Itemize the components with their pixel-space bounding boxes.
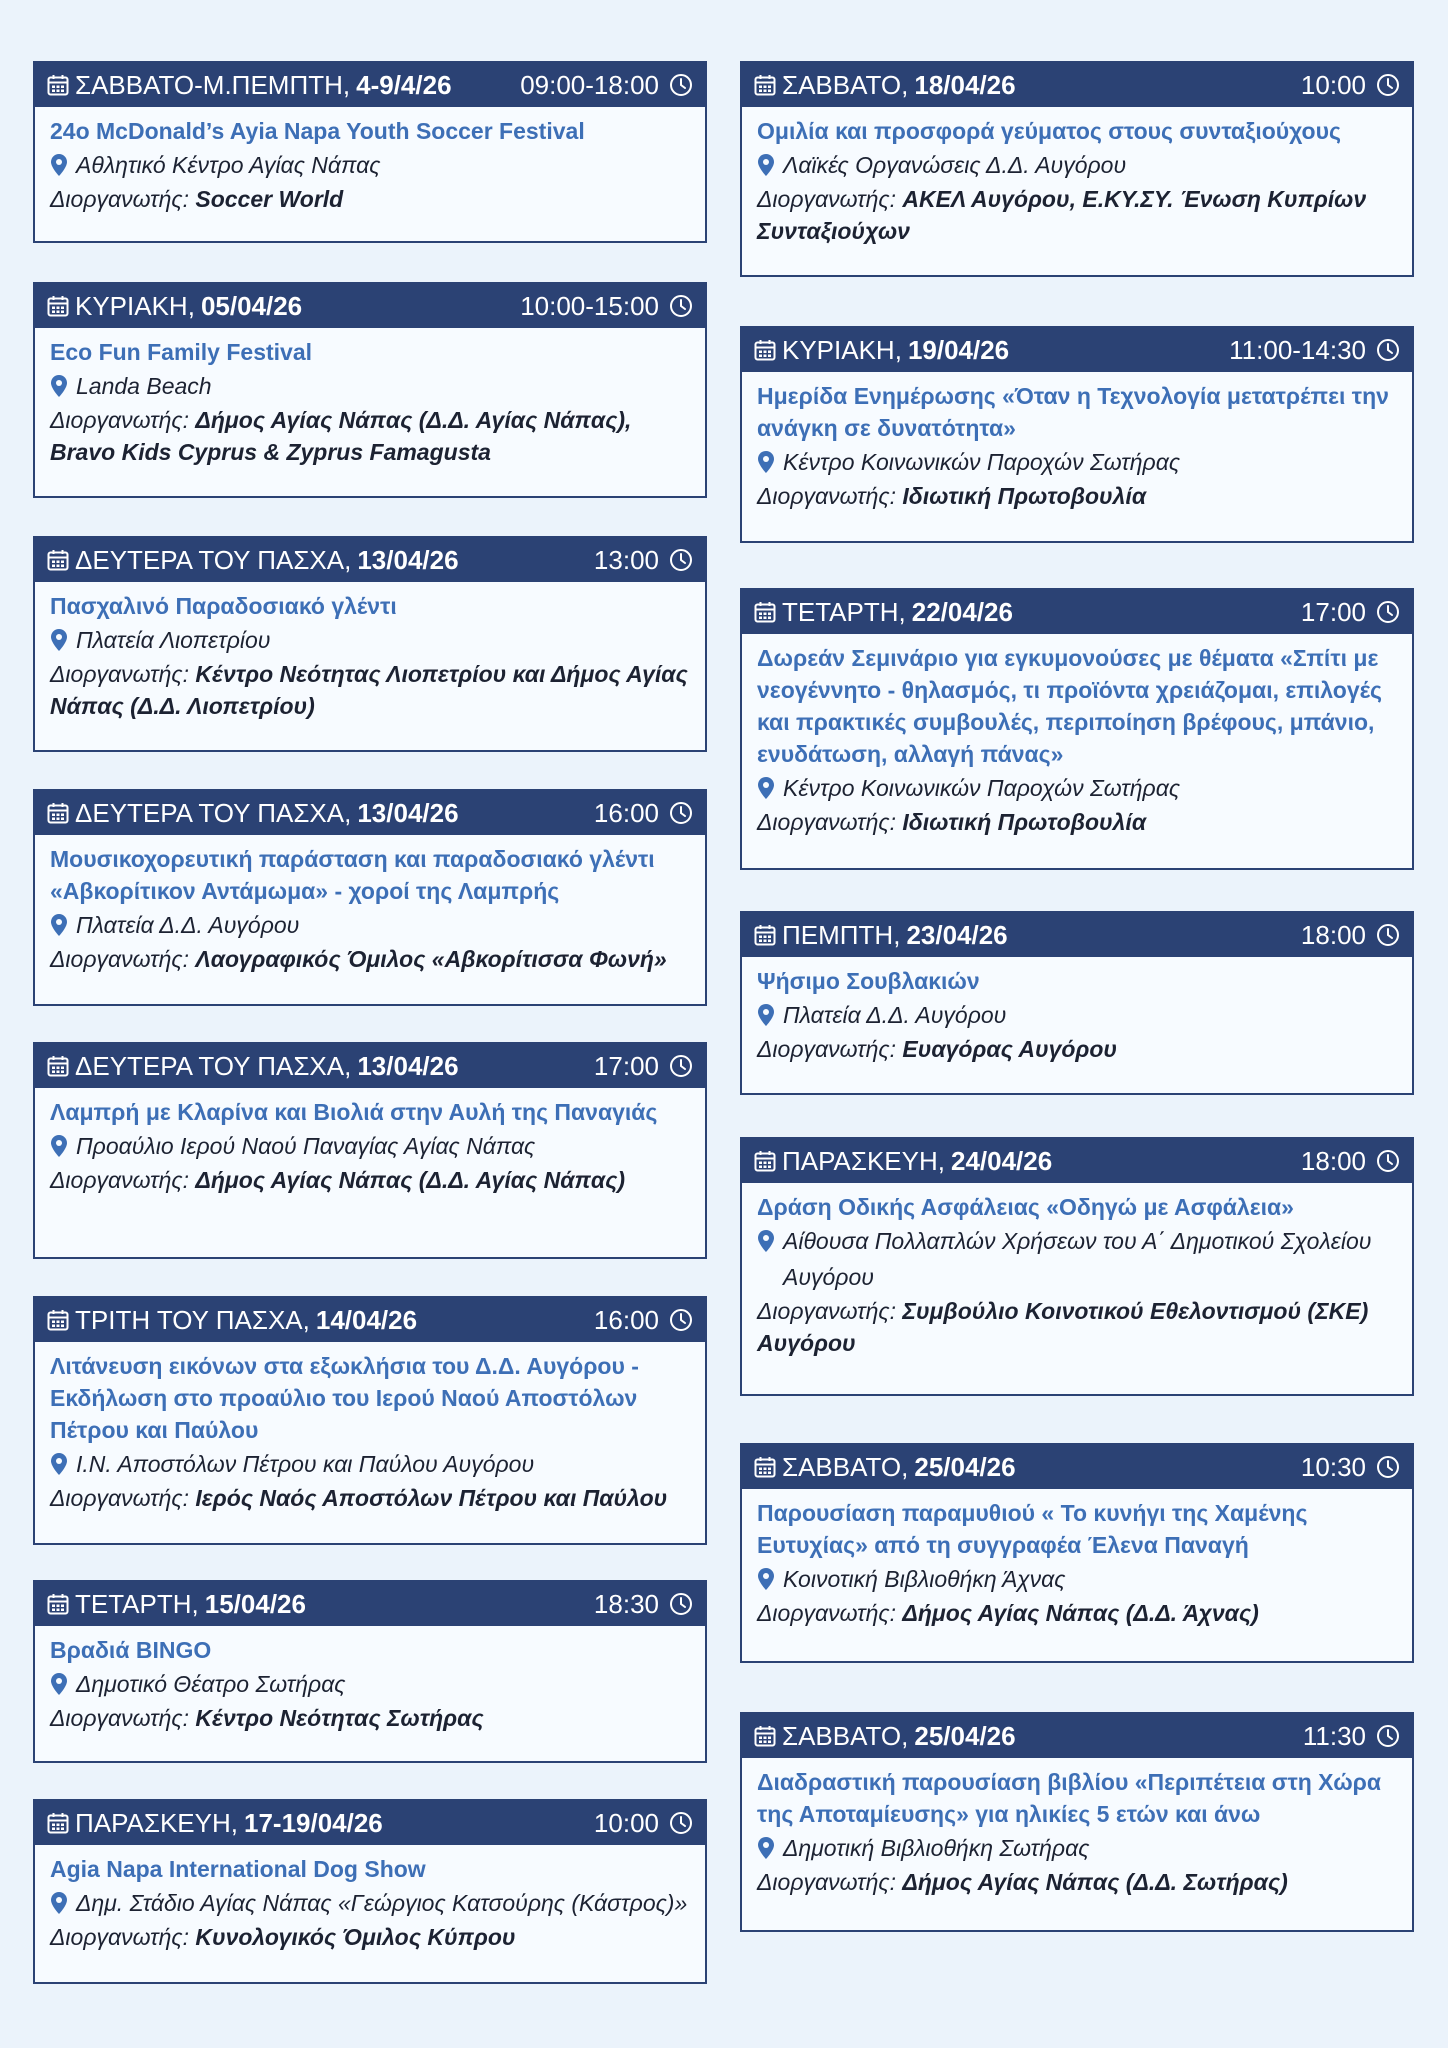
event-title: Λιτάνευση εικόνων στα εξωκλήσια του Δ.Δ. Αυγόρου - Εκδήλωση στο προαύλιο του Ιερού Ναού Αποστόλων Πέτρου και Παύλου	[50, 1353, 639, 1443]
calendar-icon	[47, 1055, 69, 1077]
organizer-label: Διοργανωτής:	[757, 186, 896, 212]
clock-icon	[1376, 1724, 1400, 1748]
event-title: Διαδραστική παρουσίαση βιβλίου «Περιπέτεια στη Χώρα της Αποταμίευσης» για ηλικίες 5 ετών και άνω	[757, 1769, 1382, 1827]
calendar-icon	[47, 802, 69, 824]
event-card	[740, 1137, 1414, 1396]
event-title: Ημερίδα Ενημέρωσης «Όταν η Τεχνολογία μετατρέπει την ανάγκη σε δυνατότητα»	[757, 383, 1389, 441]
organizer-label: Διοργανωτής:	[757, 1298, 896, 1324]
event-time: 18:30	[593, 1588, 659, 1619]
clock-icon	[1376, 600, 1400, 624]
event-date: 25/04/26	[914, 1451, 1016, 1482]
event-time: 18:00	[1300, 1145, 1366, 1176]
event-date: 05/04/26	[200, 290, 303, 321]
event-body	[35, 835, 705, 985]
organizer-label: Διοργανωτής:	[50, 946, 189, 972]
event-organizer	[50, 1921, 690, 1953]
location-pin-icon	[757, 1567, 775, 1591]
organizer-name: Δήμος Αγίας Νάπας (Δ.Δ. Αγίας Νάπας)	[195, 1167, 626, 1193]
event-date: 13/04/26	[357, 1050, 459, 1081]
event-time: 17:00	[593, 1050, 659, 1081]
clock-icon	[669, 1308, 693, 1332]
event-header	[35, 1801, 705, 1845]
location-pin-icon	[50, 374, 68, 398]
event-organizer	[757, 1295, 1397, 1359]
organizer-name: Συμβούλιο Κοινοτικού Εθελοντισμού (ΣΚΕ) Αυγόρου	[757, 1298, 1369, 1356]
calendar-icon	[47, 74, 69, 96]
event-location-text: Κέντρο Κοινωνικών Παροχών Σωτήρας	[783, 775, 1181, 801]
location-pin-icon	[50, 153, 68, 177]
event-title: Δωρεάν Σεμινάριο για εγκυμονούσες με θέματα «Σπίτι με νεογέννητο - θηλασμός, τι προϊόντα χρειάζομαι, επιλογές και πρακτικές συμβουλές, περιποίηση βρέφους, μπάνιο, ενυδάτωση, αλλαγή πάνας»	[757, 645, 1382, 767]
clock-icon	[669, 1054, 693, 1078]
clock-icon	[669, 294, 693, 318]
event-body	[742, 634, 1412, 848]
calendar-icon	[47, 1309, 69, 1331]
event-card	[33, 282, 707, 498]
event-body	[35, 1342, 705, 1524]
event-card	[740, 1443, 1414, 1663]
event-time: 18:00	[1300, 919, 1366, 950]
event-body	[742, 957, 1412, 1075]
event-body	[35, 1845, 705, 1963]
event-time: 10:00	[1300, 69, 1366, 100]
event-header	[35, 1582, 705, 1626]
event-body	[742, 1183, 1412, 1369]
event-date: 13/04/26	[357, 544, 459, 575]
event-title: Ομιλία και προσφορά γεύματος στους συνταξιούχους	[757, 118, 1341, 144]
event-date: 13/04/26	[357, 797, 459, 828]
event-location	[757, 1830, 1397, 1866]
event-day: ΤΡΙΤΗ ΤΟΥ ΠΑΣΧΑ,	[75, 1304, 310, 1335]
event-location	[757, 1561, 1397, 1597]
event-location-text: Δημοτική Βιβλιοθήκη Σωτήρας	[783, 1835, 1090, 1861]
event-location-text: Κέντρο Κοινωνικών Παροχών Σωτήρας	[783, 449, 1181, 475]
event-location-text: Προαύλιο Ιερού Ναού Παναγίας Αγίας Νάπας	[76, 1133, 536, 1159]
organizer-label: Διοργανωτής:	[757, 809, 896, 835]
clock-icon	[669, 801, 693, 825]
event-organizer	[50, 1164, 690, 1196]
location-pin-icon	[50, 1891, 68, 1915]
organizer-label: Διοργανωτής:	[50, 1705, 189, 1731]
event-date: 19/04/26	[907, 334, 1010, 365]
event-date: 14/04/26	[315, 1304, 418, 1335]
calendar-icon	[47, 1812, 69, 1834]
organizer-label: Διοργανωτής:	[50, 1924, 189, 1950]
event-title: 24ο McDonald’s Ayia Napa Youth Soccer Festival	[50, 118, 585, 144]
location-pin-icon	[757, 1003, 775, 1027]
clock-icon	[669, 1811, 693, 1835]
event-date: 18/04/26	[914, 69, 1016, 100]
event-body	[35, 1088, 705, 1206]
event-location	[50, 1666, 690, 1702]
event-card	[740, 61, 1414, 277]
event-header	[35, 1298, 705, 1342]
event-location	[757, 147, 1397, 183]
location-pin-icon	[50, 1134, 68, 1158]
organizer-name: Λαογραφικός Όμιλος «Αβκορίτισσα Φωνή»	[195, 946, 667, 972]
event-body	[35, 107, 705, 225]
event-time: 16:00	[593, 797, 659, 828]
event-time: 17:00	[1300, 596, 1366, 627]
event-title: Μουσικοχορευτική παράσταση και παραδοσιακό γλέντι «Αβκορίτικον Αντάμωμα» - χοροί της Λαμπρής	[50, 846, 655, 904]
clock-icon	[1376, 1149, 1400, 1173]
event-card	[33, 1296, 707, 1545]
organizer-label: Διοργανωτής:	[50, 1167, 189, 1193]
event-location-text: Landa Beach	[76, 373, 212, 399]
event-header	[35, 1044, 705, 1088]
event-time: 13:00	[593, 544, 659, 575]
event-body	[742, 1489, 1412, 1639]
event-day: ΣΑΒΒΑΤΟ,	[782, 1451, 909, 1482]
event-location	[50, 907, 690, 943]
event-day: ΔΕΥΤΕΡΑ ΤΟΥ ΠΑΣΧΑ,	[75, 797, 352, 828]
organizer-label: Διοργανωτής:	[757, 1036, 896, 1062]
event-card	[740, 911, 1414, 1095]
event-organizer	[757, 1866, 1397, 1898]
event-card	[33, 61, 707, 243]
event-organizer	[50, 404, 690, 468]
event-location-text: Κοινοτική Βιβλιοθήκη Άχνας	[783, 1566, 1066, 1592]
location-pin-icon	[50, 1672, 68, 1696]
event-organizer	[757, 1597, 1397, 1629]
event-body	[35, 582, 705, 732]
clock-icon	[669, 548, 693, 572]
event-header	[742, 1445, 1412, 1489]
event-time: 11:00-14:30	[1229, 334, 1366, 365]
location-pin-icon	[50, 913, 68, 937]
clock-icon	[1376, 338, 1400, 362]
clock-icon	[1376, 73, 1400, 97]
location-pin-icon	[50, 628, 68, 652]
event-header	[742, 1714, 1412, 1758]
event-date: 17-19/04/26	[243, 1807, 383, 1838]
event-body	[742, 107, 1412, 257]
event-card	[33, 789, 707, 1006]
event-day: ΠΕΜΠΤΗ,	[782, 919, 901, 950]
event-location	[50, 1128, 690, 1164]
event-date: 15/04/26	[204, 1588, 306, 1619]
event-location	[757, 444, 1397, 480]
organizer-name: Δήμος Αγίας Νάπας (Δ.Δ. Άχνας)	[902, 1600, 1259, 1626]
event-day: ΣΑΒΒΑΤΟ,	[782, 1720, 909, 1751]
event-location-text: Πλατεία Δ.Δ. Αυγόρου	[76, 912, 300, 938]
event-card	[740, 588, 1414, 870]
event-day: ΚΥΡΙΑΚΗ,	[75, 290, 195, 321]
organizer-name: Ευαγόρας Αυγόρου	[902, 1036, 1118, 1062]
event-header	[742, 913, 1412, 957]
calendar-icon	[754, 924, 776, 946]
event-card	[33, 1580, 707, 1763]
event-day: ΤΕΤΑΡΤΗ,	[782, 596, 906, 627]
event-organizer	[757, 183, 1397, 247]
event-day: ΣΑΒΒΑΤΟ-Μ.ΠΕΜΠΤΗ,	[75, 69, 351, 100]
calendar-icon	[754, 1456, 776, 1478]
event-header	[35, 538, 705, 582]
event-header	[742, 1139, 1412, 1183]
event-header	[35, 284, 705, 328]
organizer-label: Διοργανωτής:	[50, 407, 189, 433]
clock-icon	[669, 73, 693, 97]
organizer-name: Ιερός Ναός Αποστόλων Πέτρου και Παύλου	[195, 1485, 668, 1511]
event-organizer	[50, 1702, 690, 1734]
event-title: Agia Napa International Dog Show	[50, 1856, 426, 1882]
event-day: ΠΑΡΑΣΚΕΥΗ,	[782, 1145, 945, 1176]
event-card	[33, 536, 707, 752]
event-time: 10:00	[593, 1807, 659, 1838]
event-organizer	[757, 480, 1397, 512]
event-time: 10:00-15:00	[520, 290, 659, 321]
event-location	[757, 770, 1397, 806]
event-title: Παρουσίαση παραμυθιού « Το κυνήγι της Χαμένης Ευτυχίας» από τη συγγραφέα Έλενα Παναγή	[757, 1500, 1308, 1558]
clock-icon	[1376, 923, 1400, 947]
organizer-label: Διοργανωτής:	[50, 1485, 189, 1511]
organizer-name: Ιδιωτική Πρωτοβουλία	[902, 809, 1147, 835]
organizer-name: Κυνολογικός Όμιλος Κύπρου	[195, 1924, 516, 1950]
calendar-icon	[47, 549, 69, 571]
event-date: 24/04/26	[950, 1145, 1053, 1176]
event-header	[742, 590, 1412, 634]
organizer-name: Δήμος Αγίας Νάπας (Δ.Δ. Σωτήρας)	[902, 1869, 1288, 1895]
event-organizer	[50, 183, 690, 215]
event-location-text: Πλατεία Δ.Δ. Αυγόρου	[783, 1002, 1007, 1028]
event-card	[33, 1799, 707, 1984]
event-body	[35, 328, 705, 478]
event-day: ΔΕΥΤΕΡΑ ΤΟΥ ΠΑΣΧΑ,	[75, 1050, 352, 1081]
location-pin-icon	[757, 1229, 775, 1253]
event-organizer	[757, 806, 1397, 838]
event-header	[742, 63, 1412, 107]
calendar-icon	[754, 339, 776, 361]
event-time: 10:30	[1300, 1451, 1366, 1482]
event-time: 16:00	[593, 1304, 659, 1335]
event-location-text: Πλατεία Λιοπετρίου	[76, 627, 271, 653]
event-location-text: Αθλητικό Κέντρο Αγίας Νάπας	[76, 152, 381, 178]
location-pin-icon	[757, 450, 775, 474]
event-organizer	[757, 1033, 1397, 1065]
event-title: Ψήσιμο Σουβλακιών	[757, 968, 980, 994]
event-body	[35, 1626, 705, 1744]
organizer-name: ΑΚΕΛ Αυγόρου, Ε.ΚΥ.ΣΥ. Ένωση Κυπρίων Συνταξιούχων	[757, 186, 1367, 244]
event-body	[742, 1758, 1412, 1908]
event-title: Λαμπρή με Κλαρίνα και Βιολιά στην Αυλή της Παναγιάς	[50, 1099, 658, 1125]
event-card	[33, 1042, 707, 1259]
clock-icon	[1376, 1455, 1400, 1479]
event-location	[50, 622, 690, 658]
event-title: Βραδιά BINGO	[50, 1637, 212, 1663]
event-title: Δράση Οδικής Ασφάλειας «Οδηγώ με Ασφάλεια»	[757, 1194, 1294, 1220]
calendar-icon	[754, 1150, 776, 1172]
event-date: 25/04/26	[914, 1720, 1016, 1751]
calendar-icon	[754, 1725, 776, 1747]
event-day: ΣΑΒΒΑΤΟ,	[782, 69, 909, 100]
event-location	[50, 1446, 690, 1482]
event-header	[35, 791, 705, 835]
event-card	[740, 1712, 1414, 1932]
event-location-text: Δημ. Στάδιο Αγίας Νάπας «Γεώργιος Κατσούρης (Κάστρος)»	[76, 1890, 688, 1916]
event-day: ΤΕΤΑΡΤΗ,	[75, 1588, 199, 1619]
organizer-label: Διοργανωτής:	[757, 1600, 896, 1626]
event-location-text: Λαϊκές Οργανώσεις Δ.Δ. Αυγόρου	[783, 152, 1127, 178]
event-title: Eco Fun Family Festival	[50, 339, 313, 365]
event-header	[35, 63, 705, 107]
organizer-name: Κέντρο Νεότητας Σωτήρας	[195, 1705, 484, 1731]
event-location	[757, 1223, 1397, 1295]
organizer-name: Δήμος Αγίας Νάπας (Δ.Δ. Αγίας Νάπας), Bravo Kids Cyprus & Zyprus Famagusta	[50, 407, 632, 465]
event-card	[740, 326, 1414, 543]
event-date: 23/04/26	[906, 919, 1008, 950]
location-pin-icon	[757, 153, 775, 177]
calendar-icon	[754, 74, 776, 96]
event-organizer	[50, 943, 690, 975]
event-date: 22/04/26	[911, 596, 1013, 627]
organizer-label: Διοργανωτής:	[50, 186, 189, 212]
event-organizer	[50, 658, 690, 722]
calendar-icon	[47, 295, 69, 317]
event-day: ΔΕΥΤΕΡΑ ΤΟΥ ΠΑΣΧΑ,	[75, 544, 352, 575]
calendar-icon	[754, 601, 776, 623]
location-pin-icon	[757, 776, 775, 800]
event-day: ΠΑΡΑΣΚΕΥΗ,	[75, 1807, 238, 1838]
organizer-name: Soccer World	[195, 186, 344, 212]
location-pin-icon	[50, 1452, 68, 1476]
event-time: 09:00-18:00	[520, 69, 659, 100]
calendar-icon	[47, 1593, 69, 1615]
event-location	[757, 997, 1397, 1033]
event-title: Πασχαλινό Παραδοσιακό γλέντι	[50, 593, 397, 619]
organizer-label: Διοργανωτής:	[757, 1869, 896, 1895]
event-location-text: Αίθουσα Πολλαπλών Χρήσεων του Α΄ Δημοτικού Σχολείου Αυγόρου	[783, 1228, 1372, 1290]
event-location	[50, 368, 690, 404]
event-day: ΚΥΡΙΑΚΗ,	[782, 334, 902, 365]
organizer-name: Κέντρο Νεότητας Λιοπετρίου και Δήμος Αγίας Νάπας (Δ.Δ. Λιοπετρίου)	[50, 661, 688, 719]
event-location-text: Δημοτικό Θέατρο Σωτήρας	[76, 1671, 346, 1697]
event-date: 4-9/4/26	[356, 69, 452, 100]
event-location-text: Ι.Ν. Αποστόλων Πέτρου και Παύλου Αυγόρου	[76, 1451, 535, 1477]
location-pin-icon	[757, 1836, 775, 1860]
clock-icon	[669, 1592, 693, 1616]
event-location	[50, 1885, 690, 1921]
organizer-name: Ιδιωτική Πρωτοβουλία	[902, 483, 1147, 509]
event-location	[50, 147, 690, 183]
organizer-label: Διοργανωτής:	[757, 483, 896, 509]
event-time: 11:30	[1302, 1720, 1366, 1751]
event-organizer	[50, 1482, 690, 1514]
organizer-label: Διοργανωτής:	[50, 661, 189, 687]
event-header	[742, 328, 1412, 372]
event-body	[742, 372, 1412, 522]
